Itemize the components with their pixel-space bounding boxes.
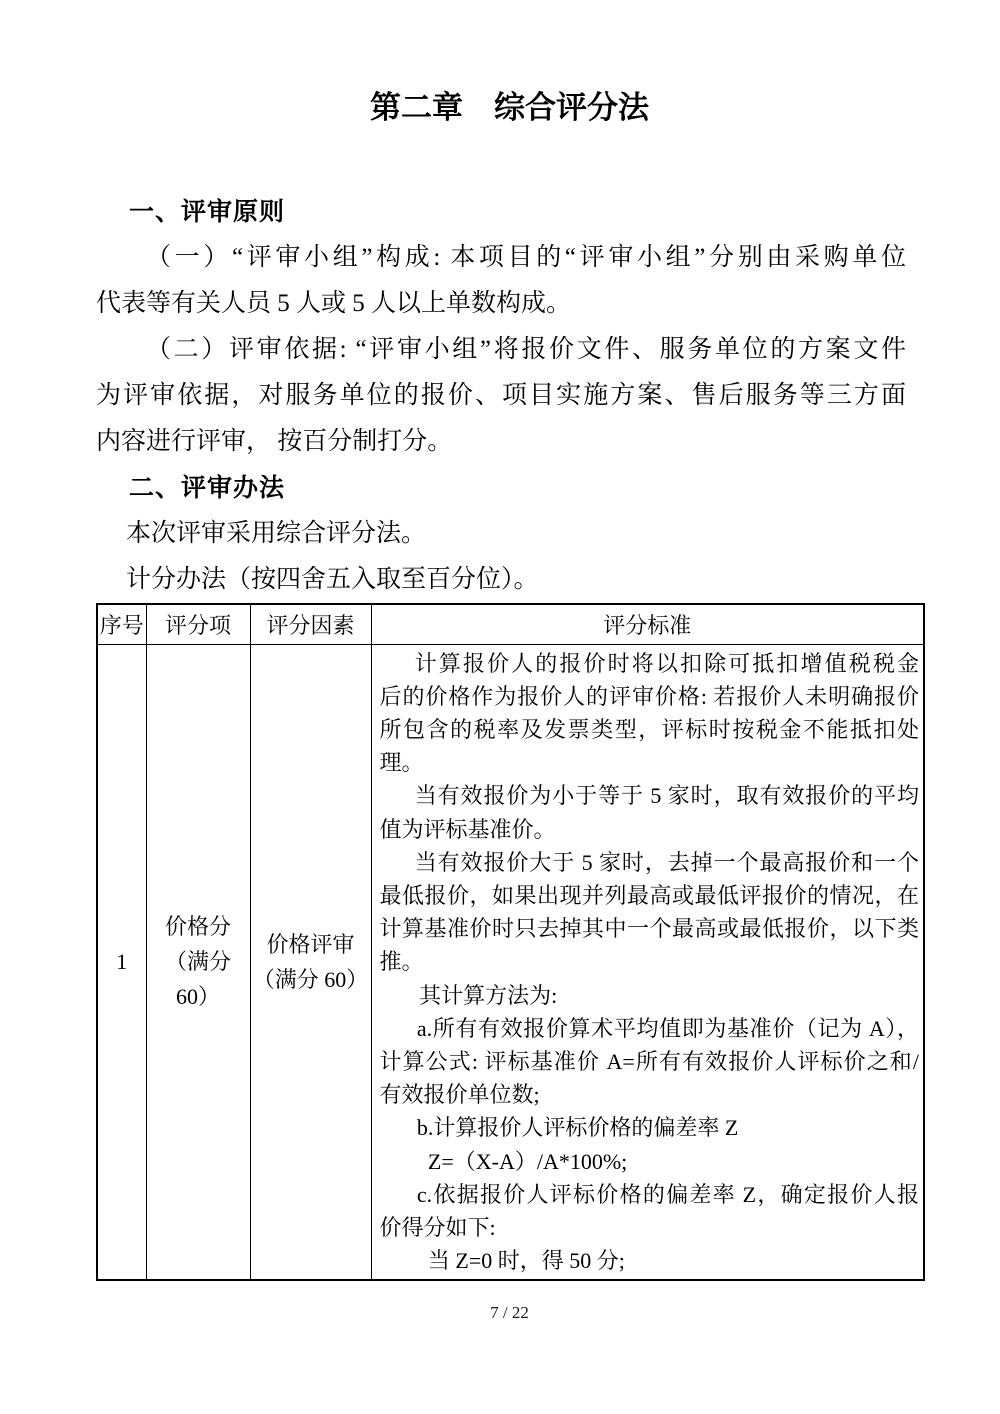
score-item-cell — [146, 644, 250, 1280]
criteria-line: 当 Z=0 时，得 50 分; — [427, 1248, 625, 1274]
score-factor-line: 价格评审 — [266, 931, 355, 957]
score-factor-line: （满分 60） — [252, 966, 369, 992]
criteria-line: b.计算报价人评标价格的偏差率 Z — [416, 1115, 739, 1141]
paragraph-line: 代表等有关人员 5 人或 5 人以上单数构成。 — [96, 290, 572, 317]
paragraph-line: 本次评审采用综合评分法。 — [126, 520, 427, 547]
section-heading: 二、评审办法 — [129, 474, 286, 502]
paragraph-line: 计分办法（按四舍五入取至百分位）。 — [126, 566, 539, 593]
criteria-line: a.所有有效报价算术平均值即为基准价（记为 A）， — [416, 1015, 919, 1041]
table-body — [97, 644, 924, 1280]
sections-container — [96, 189, 923, 603]
paragraph-line: （二）评审依据: “评审小组”将报价文件、服务单位的方案文件 — [146, 336, 906, 363]
criteria-line: c.依据报价人评标价格的偏差率 Z，确定报价人报 — [416, 1181, 919, 1207]
score-factor-cell — [250, 644, 371, 1280]
criteria-line: 推。 — [379, 949, 424, 975]
column-header: 评分项 — [146, 604, 250, 644]
criteria-line: 所包含的税率及发票类型，评标时按税金不能抵扣处 — [379, 716, 919, 742]
criteria-line: 当有效报价大于 5 家时，去掉一个最高报价和一个 — [414, 849, 919, 875]
paragraph-line: 内容进行评审， 按百分制打分。 — [96, 428, 453, 455]
criteria-cell — [371, 644, 924, 1280]
table-header-row — [97, 604, 924, 644]
criteria-line: 计算报价人的报价时将以扣除可抵扣增值税税金 — [414, 650, 919, 676]
criteria-line: 计算基准价时只去掉其中一个最高或最低报价，以下类 — [379, 916, 919, 942]
criteria-line: 最低报价，如果出现并列最高或最低评报价的情况，在 — [379, 882, 919, 908]
column-header: 评分因素 — [250, 604, 371, 644]
criteria-line: 其计算方法为: — [419, 982, 558, 1008]
section-heading: 一、评审原则 — [129, 198, 286, 226]
score-item-line: 60） — [175, 984, 220, 1010]
scoring-table — [96, 603, 925, 1281]
column-header: 序号 — [97, 604, 146, 644]
criteria-line: 计算公式: 评标基准价 A=所有有效报价人评标价之和/ — [379, 1048, 919, 1074]
criteria-line: 当有效报价为小于等于 5 家时，取有效报价的平均 — [414, 783, 919, 809]
criteria-line: 有效报价单位数; — [379, 1082, 540, 1108]
criteria-line: 价得分如下: — [379, 1214, 496, 1240]
column-header: 评分标准 — [371, 604, 924, 644]
criteria-line: 值为评标基准价。 — [379, 816, 556, 842]
row-number-cell: 1 — [97, 644, 146, 1280]
criteria-line: Z=（X-A）/A*100%; — [427, 1148, 628, 1174]
chapter-title: 第二章 综合评分法 — [370, 90, 649, 125]
score-item-line: （满分 — [164, 949, 231, 975]
paragraph-line: （一）“评审小组”构成: 本项目的“评审小组”分别由采购单位 — [146, 244, 906, 271]
table-row — [97, 644, 924, 1280]
criteria-line: 后的价格作为报价人的评审价格: 若报价人未明确报价 — [379, 683, 919, 709]
paragraph-line: 为评审依据，对服务单位的报价、项目实施方案、售后服务等三方面 — [96, 382, 906, 409]
criteria-line: 理。 — [379, 750, 424, 776]
page-number: 7 / 22 — [490, 1303, 529, 1323]
score-item-line: 价格分 — [164, 914, 231, 940]
